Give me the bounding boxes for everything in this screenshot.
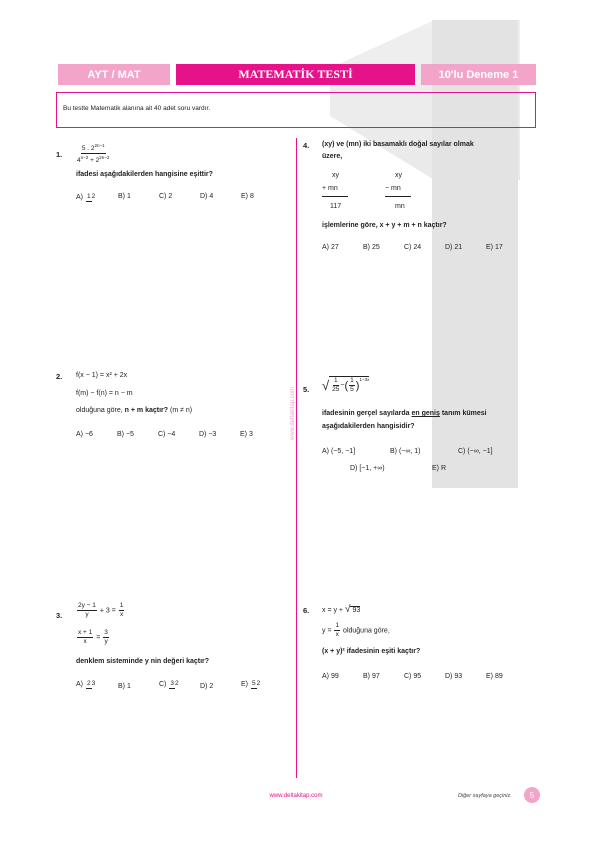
- column-divider: [296, 138, 297, 778]
- q4-op2-top: xy: [395, 172, 402, 179]
- q4-option-d[interactable]: D) 21: [445, 244, 463, 251]
- q4-op2-bottom: − mn: [385, 185, 401, 192]
- q2-line2: f(m) − f(n) = n − m: [76, 390, 133, 397]
- sqrt-symbol-icon: √: [322, 377, 330, 393]
- q3-option-c-num: 3: [170, 680, 174, 687]
- q2-option-a[interactable]: A) −6: [76, 431, 93, 438]
- q3-option-c-label: C): [159, 681, 167, 689]
- q6-option-b[interactable]: B) 97: [363, 673, 380, 680]
- q3-eq1-rden: x: [119, 611, 124, 618]
- page-number-badge: 5: [524, 787, 540, 803]
- q5-f1-den: 25: [332, 386, 340, 393]
- q1-den-a-exp: n−2: [80, 155, 89, 161]
- q6-line1-text: x = y +: [322, 607, 345, 614]
- q3-option-b[interactable]: B) 1: [118, 683, 131, 690]
- q5-option-a[interactable]: A) (−5, −1]: [322, 448, 356, 455]
- q3-option-e-den: 2: [256, 680, 261, 687]
- info-box: [56, 92, 536, 128]
- q6-line2-num: 1: [335, 622, 340, 629]
- q3-eq2-rden: y: [104, 638, 108, 645]
- q5-prompt-1-b: en geniş: [411, 410, 440, 417]
- q6-prompt: (x + y)² ifadesinin eşiti kaçtır?: [322, 648, 421, 655]
- q1-option-d[interactable]: D) 4: [200, 193, 214, 200]
- q3-option-c[interactable]: [159, 680, 200, 690]
- q5-minus: −: [340, 382, 345, 389]
- q3-option-e-num: 5: [251, 680, 256, 687]
- q2-option-c[interactable]: C) −4: [158, 431, 176, 438]
- q2-line1: f(x − 1) = x² + 2x: [76, 372, 128, 379]
- q4-op2-result: mn: [395, 203, 405, 210]
- q5-option-b[interactable]: B) (−∞, 1): [390, 448, 421, 455]
- q1-option-a-den: 2: [91, 193, 96, 200]
- side-url: www.deltakitap.com: [290, 386, 296, 440]
- watermark-number: [432, 20, 518, 488]
- q5-f1-num: 1: [333, 377, 338, 384]
- q6-option-e[interactable]: E) 89: [486, 673, 503, 680]
- q6-line2-den: x: [335, 631, 339, 638]
- q3-option-a-num: 2: [86, 680, 91, 687]
- q5-options-row2: [350, 465, 446, 472]
- q1-option-a[interactable]: [76, 193, 118, 202]
- q1-option-c[interactable]: C) 2: [159, 193, 173, 200]
- q4-line1: (xy) ve (mn) iki basamaklı doğal sayılar olmak: [322, 141, 474, 148]
- q3-options: [76, 680, 261, 690]
- q1-option-b[interactable]: B) 1: [118, 193, 131, 200]
- q4-option-b[interactable]: B) 25: [363, 244, 380, 251]
- footer-url[interactable]: www.deltakitap.com: [269, 793, 323, 799]
- q3-option-a[interactable]: [76, 680, 118, 690]
- q3-option-e[interactable]: [241, 680, 261, 690]
- q1-expression: [76, 142, 110, 165]
- q1-option-a-label: A): [76, 194, 83, 202]
- q6-options: [322, 673, 503, 680]
- q6-line2-b: olduğuna göre,: [341, 627, 390, 635]
- q1-num-exp: 2n−1: [94, 143, 105, 148]
- q3-option-c-den: 2: [174, 680, 179, 687]
- q3-option-e-label: E): [241, 681, 248, 689]
- q5-number: 5.: [303, 385, 310, 394]
- q2-line3-c: (m ≠ n): [168, 407, 193, 414]
- q2-line3: [76, 407, 192, 414]
- q6-line2-a: y =: [322, 627, 334, 635]
- header-exam: 10'lu Deneme 1: [421, 64, 536, 85]
- q6-root: 93: [352, 607, 361, 614]
- q6-option-c[interactable]: C) 95: [404, 673, 422, 680]
- q3-eq2-rnum: 3: [104, 629, 108, 636]
- q4-op1-bottom: + mn: [322, 185, 338, 192]
- q1-option-e[interactable]: E) 8: [241, 193, 254, 200]
- q5-option-c[interactable]: C) (−∞, −1]: [458, 448, 493, 455]
- q6-option-d[interactable]: D) 93: [445, 673, 463, 680]
- q3-eq1-mid: + 3 =: [97, 607, 118, 615]
- q4-option-e[interactable]: E) 17: [486, 244, 503, 251]
- q2-option-e[interactable]: E) 3: [240, 431, 253, 438]
- q5-prompt-2: aşağıdakilerden hangisidir?: [322, 423, 415, 430]
- q2-option-b[interactable]: B) −5: [117, 431, 134, 438]
- q3-eq2-den: x: [83, 638, 87, 645]
- header-subject: AYT / MAT: [58, 64, 170, 85]
- q3-option-a-den: 3: [91, 680, 96, 687]
- q1-numerator: 5 . 2: [81, 145, 95, 153]
- q4-op2-line: [385, 196, 411, 197]
- q4-option-c[interactable]: C) 24: [404, 244, 422, 251]
- q4-options: [322, 244, 503, 251]
- q4-option-a[interactable]: A) 27: [322, 244, 339, 251]
- q2-option-d[interactable]: D) −3: [199, 431, 217, 438]
- q3-prompt: denklem sisteminde y nin değeri kaçtır?: [76, 658, 210, 665]
- q1-option-a-num: 1: [86, 193, 91, 200]
- q2-number: 2.: [56, 372, 63, 381]
- q4-line2: üzere,: [322, 153, 343, 160]
- q6-line1: [322, 604, 360, 615]
- q5-prompt-1-c: tanım kümesi: [439, 410, 487, 417]
- q4-number: 4.: [303, 141, 310, 150]
- q5-prompt-1: [322, 410, 536, 417]
- q3-option-a-label: A): [76, 681, 83, 689]
- q5-prompt-1-a: ifadesinin gerçel sayılarda: [322, 410, 412, 417]
- q6-number: 6.: [303, 606, 310, 615]
- q1-prompt: ifadesi aşağıdakilerden hangisine eşittir?: [76, 171, 213, 178]
- q1-den-b: + 2: [88, 157, 100, 165]
- header-title: MATEMATİK TESTİ: [176, 64, 415, 85]
- q1-number: 1.: [56, 150, 63, 159]
- q4-op1-line: [322, 196, 348, 197]
- q3-eq1-num: 2y − 1: [78, 602, 96, 609]
- q2-line3-b: n + m kaçtır?: [124, 407, 169, 414]
- q5-f2-den: 5: [350, 386, 354, 393]
- q4-prompt: işlemlerine göre, x + y + m + n kaçtır?: [322, 222, 447, 229]
- q3-number: 3.: [56, 611, 63, 620]
- q1-options: [76, 193, 254, 202]
- q6-option-a[interactable]: A) 99: [322, 673, 339, 680]
- q3-option-d[interactable]: D) 2: [200, 683, 214, 690]
- q5-options-row1: [322, 448, 493, 455]
- q5-option-d[interactable]: D) [−1, +∞): [350, 465, 385, 472]
- q2-line3-a: olduğuna göre,: [76, 407, 125, 414]
- q4-op1-result: 117: [330, 203, 342, 210]
- q3-eq1-den: y: [85, 611, 89, 618]
- q5-f2-num: 1: [350, 377, 354, 384]
- q3-equation-1: [76, 602, 125, 619]
- q3-eq2-mid: =: [94, 634, 103, 642]
- q1-den-a: 4: [77, 157, 81, 165]
- q5-exp: 1−3x: [359, 377, 370, 382]
- q3-equation-2: [76, 629, 110, 646]
- footer-next-page: Diğer sayfaya geçiniz.: [458, 793, 512, 799]
- q4-op1-top: xy: [332, 172, 339, 179]
- sqrt-symbol-icon: √: [344, 604, 351, 615]
- q5-expression: √ $\frac{1}{25}$ − ( $\frac{1}{5}$ ) $^{1-3x}$: [322, 377, 370, 393]
- q3-eq2-num: x + 1: [78, 629, 93, 636]
- q3-eq1-rnum: 1: [119, 602, 124, 609]
- info-text: Bu testte Matematik alanına ait 40 adet soru vardır.: [63, 105, 211, 112]
- q6-line2: [322, 622, 390, 639]
- q5-option-e[interactable]: E) R: [432, 465, 446, 472]
- q1-den-b-exp: 2n−2: [99, 155, 110, 161]
- q2-options: [76, 431, 253, 438]
